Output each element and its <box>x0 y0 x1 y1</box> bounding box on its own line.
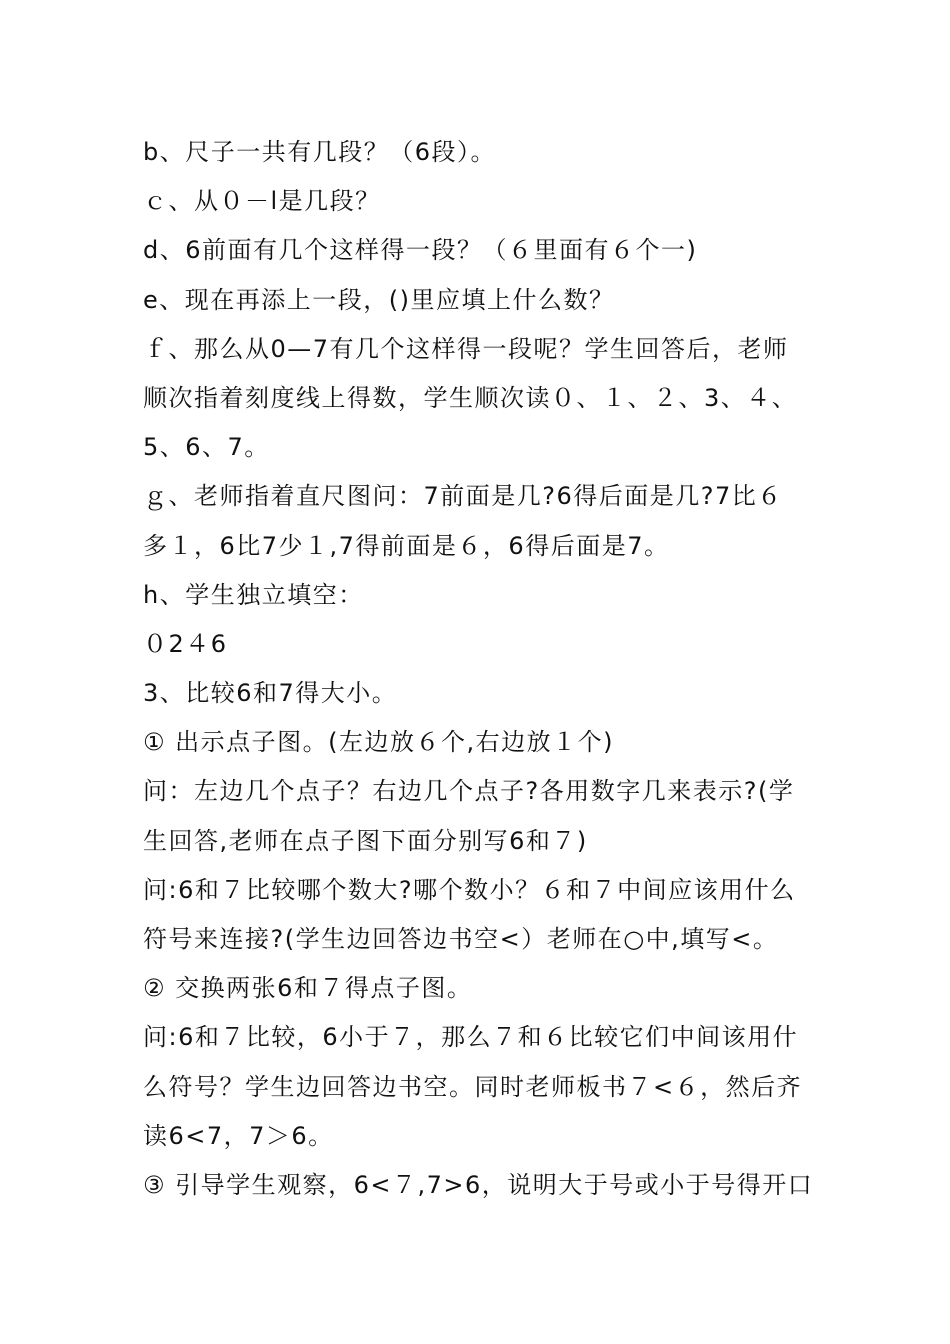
text-line-g: ｇ、老师指着直尺图问：7前面是几?6得后面是几?7比６ <box>143 482 783 511</box>
text-line-question-1-cont: 生回答,老师在点子图下面分别写6和７) <box>143 826 588 855</box>
text-line-h: h、学生独立填空： <box>143 580 364 609</box>
text-line-c: ｃ、从０－l是几段？ <box>143 187 381 216</box>
text-line-step-2: ② 交换两张6和７得点子图。 <box>143 974 473 1003</box>
text-line-question-3-cont-2: 读6<7，7＞6。 <box>143 1121 334 1150</box>
text-line-section-3: 3、比较6和7得大小。 <box>143 679 398 708</box>
text-line-g-cont: 多１，6比7少１,7得前面是６，6得后面是7。 <box>143 531 670 560</box>
document-body <box>143 128 823 1210</box>
text-line-e: e、现在再添上一段，()里应填上什么数？ <box>143 285 615 314</box>
text-line-f-cont-1: 顺次指着刻度线上得数，学生顺次读０、１、２、3、４、 <box>143 383 798 412</box>
text-line-question-3: 问:6和７比较，6小于７，那么７和６比较它们中间该用什 <box>143 1023 799 1052</box>
text-line-f: ｆ、那么从0—7有几个这样得一段呢？学生回答后，老师 <box>143 334 789 363</box>
text-line-step-3: ③ 引导学生观察，6<７,7>6，说明大于号或小于号得开口 <box>143 1170 814 1199</box>
text-line-numbers: ０2４6 <box>143 629 228 658</box>
text-line-b: b、尺子一共有几段？（6段）。 <box>143 138 497 166</box>
text-line-question-2: 问:6和７比较哪个数大?哪个数小？６和７中间应该用什么 <box>143 875 796 904</box>
text-line-question-3-cont-1: 么符号？学生边回答边书空。同时老师板书７<６，然后齐 <box>143 1072 803 1101</box>
text-line-d: d、6前面有几个这样得一段？（６里面有６个一) <box>143 236 698 265</box>
text-line-question-1: 问：左边几个点子？右边几个点子?各用数字几来表示?(学 <box>143 777 795 806</box>
text-line-question-2-cont: 符号来连接?(学生边回答边书空<）老师在○中,填写<。 <box>143 925 779 953</box>
text-line-step-1: ① 出示点子图。(左边放６个,右边放１个) <box>143 728 614 757</box>
text-line-f-cont-2: 5、6、7。 <box>143 433 270 462</box>
